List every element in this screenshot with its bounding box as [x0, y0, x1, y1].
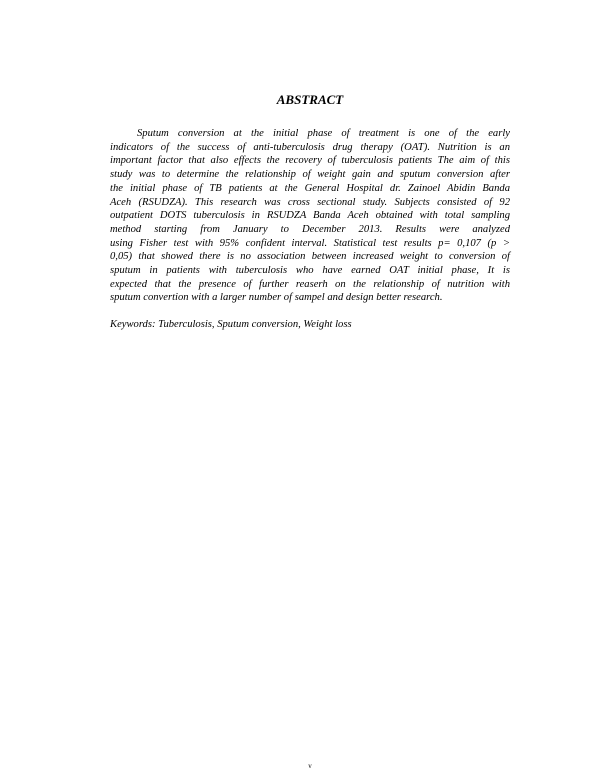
- keywords-line: Keywords: Tuberculosis, Sputum conversion, Weight loss: [110, 319, 352, 330]
- abstract-line: sputum convertion with a larger number of sampel and design better research.: [110, 292, 443, 304]
- abstract-line: outpatient DOTS tuberculosis in RSUDZA Banda Aceh obtained with total sampling: [110, 210, 510, 222]
- abstract-line: sputum in patients with tuberculosis who have earned OAT initial phase, It is: [110, 265, 510, 277]
- abstract-line: Sputum conversion at the initial phase of treatment is one of the early: [137, 128, 510, 139]
- abstract-line: Aceh (RSUDZA). This research was cross sectional study. Subjects consisted of 92: [110, 196, 510, 208]
- abstract-line: expected that the presence of further reaserh on the relationship of nutrition with: [110, 278, 510, 290]
- abstract-line: important factor that also effects the recovery of tuberculosis patients The aim of this: [110, 155, 510, 167]
- abstract-line: indicators of the success of anti-tuberculosis drug therapy (OAT). Nutrition is an: [110, 141, 510, 153]
- page-number: v: [308, 762, 312, 770]
- abstract-line: study was to determine the relationship of weight gain and sputum conversion after: [110, 169, 510, 181]
- abstract-line: method starting from January to December 2013. Results were analyzed: [110, 223, 510, 235]
- abstract-line: 0,05) that showed there is no association between increased weight to conversion of: [110, 251, 510, 263]
- abstract-line: using Fisher test with 95% confident interval. Statistical test results p= 0,107 (p >: [110, 237, 510, 249]
- abstract-paragraph: [110, 127, 510, 305]
- abstract-line: the initial phase of TB patients at the General Hospital dr. Zainoel Abidin Banda: [110, 182, 510, 194]
- abstract-title: ABSTRACT: [276, 92, 344, 107]
